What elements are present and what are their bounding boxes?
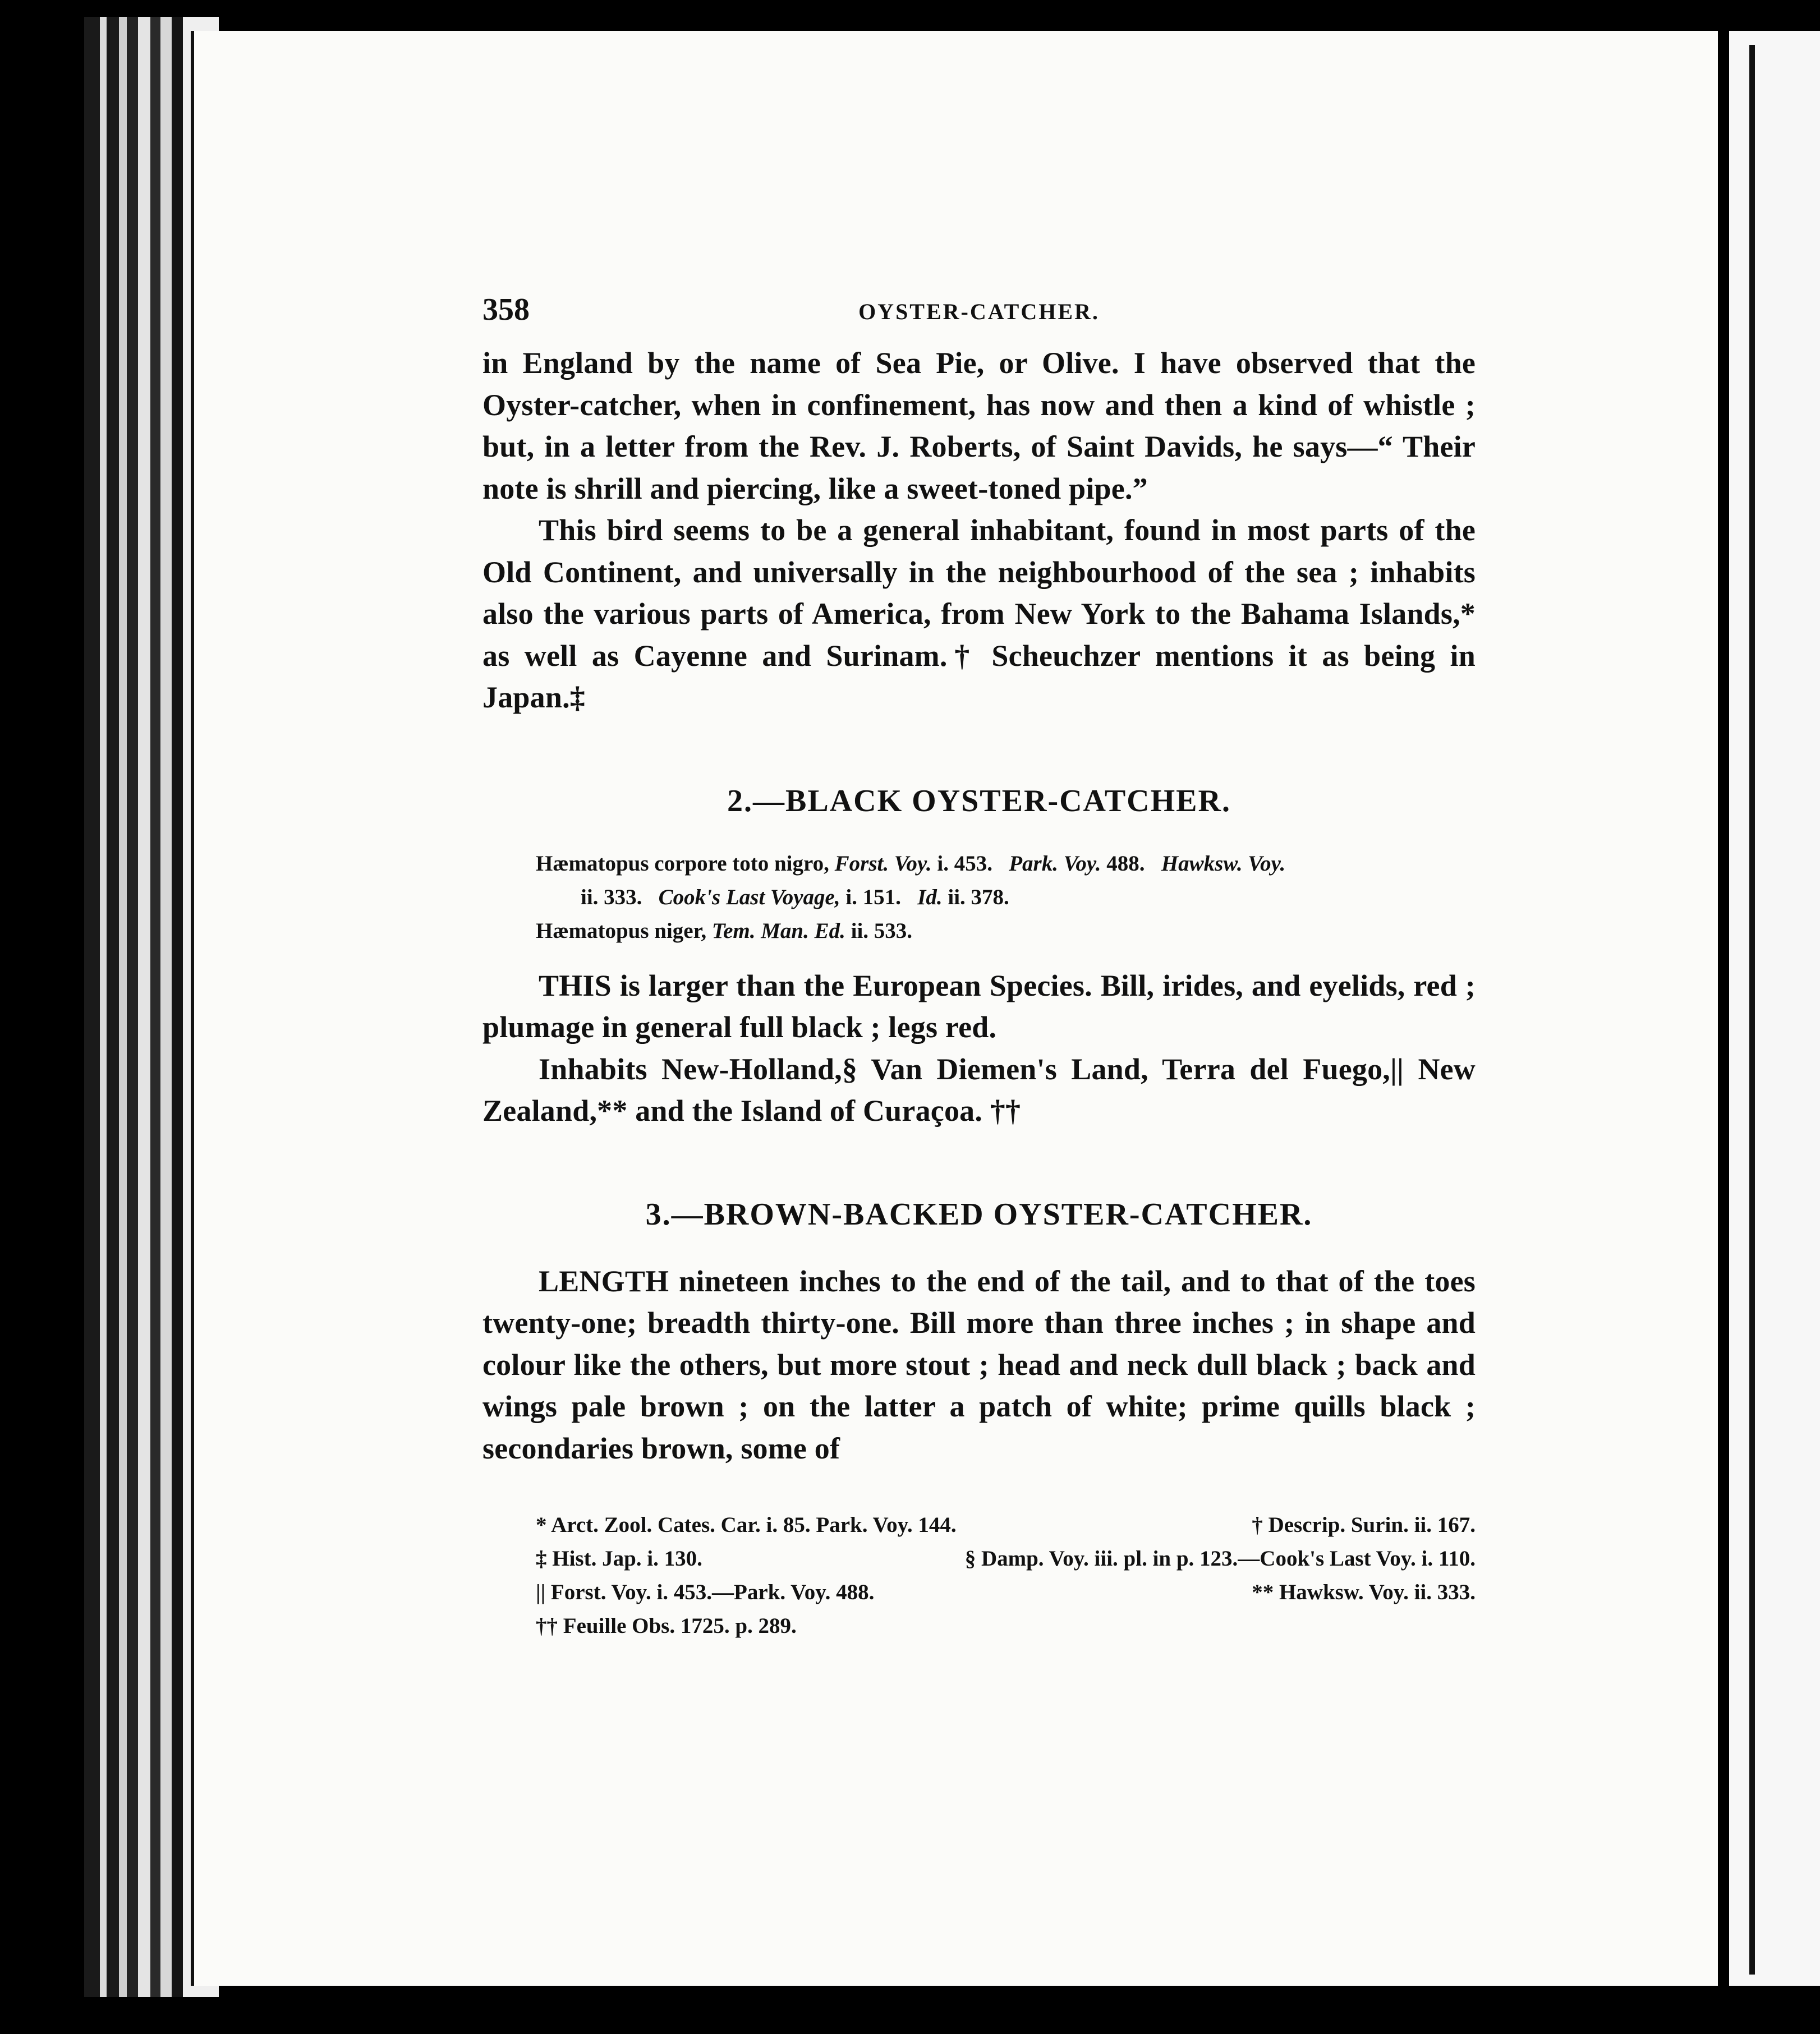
citation-title: Park. Voy. [1009, 851, 1101, 876]
footnote-row [536, 1542, 1476, 1576]
synonymy-block [536, 847, 1476, 948]
section2-paragraph-2: Inhabits New-Holland,§ Van Diemen's Land, Terra del Fuego,|| New Zealand,** and the Island of Curaçoa. †† [482, 1052, 1476, 1128]
citation-title: Forst. Voy. [834, 851, 932, 876]
facing-page-rule [1749, 45, 1755, 1975]
footnote: † Descrip. Surin. ii. 167. [1252, 1513, 1476, 1537]
citation-ref: ii. 378. [948, 885, 1009, 909]
section-heading-brown-backed-oyster-catcher: 3.—BROWN-BACKED OYSTER-CATCHER. [645, 1197, 1313, 1232]
citation-ref: i. 453. [937, 851, 992, 876]
footnote: ** Hawksw. Voy. ii. 333. [1252, 1580, 1476, 1604]
synonym-name: Hæmatopus niger, [536, 918, 707, 943]
footnote: * Arct. Zool. Cates. Car. i. 85. Park. Voy. 144. [536, 1513, 957, 1537]
section2-paragraph-1: THIS is larger than the European Species. Bill, irides, and eyelids, red ; plumage in general full black ; legs red. [482, 968, 1476, 1044]
footnote: †† Feuille Obs. 1725. p. 289. [536, 1614, 797, 1638]
footnote-row [536, 1508, 1476, 1542]
synonymy-line [536, 881, 1476, 914]
citation-ref: ii. 333. [581, 885, 642, 909]
synonymy-line [536, 847, 1476, 881]
intro-paragraph-2: This bird seems to be a general inhabitant, found in most parts of the Old Continent, and universally in the neighbourhood of the sea ; inhabits also the various parts of America, from New York to the Bahama Islands,* as well as Cayenne and Surinam.† Scheuchzer mentions it as being in Japan.‡ [482, 513, 1476, 714]
citation-ref: 488. [1106, 851, 1145, 876]
citation-title: Id. [917, 885, 943, 909]
section-heading-black-oyster-catcher: 2.—BLACK OYSTER-CATCHER. [727, 783, 1231, 818]
footnotes [482, 1508, 1476, 1643]
running-head [482, 292, 1476, 342]
citation-ref: ii. 533. [851, 918, 913, 943]
citation-title: Cook's Last Voyage, [658, 885, 840, 909]
citation-ref: i. 151. [845, 885, 901, 909]
footnote: § Damp. Voy. iii. pl. in p. 123.—Cook's Last Voy. i. 110. [964, 1547, 1476, 1571]
facing-page-edge [1729, 31, 1820, 1986]
footnote-row [536, 1609, 1476, 1643]
section3-paragraph-1: LENGTH nineteen inches to the end of the tail, and to that of the toes twenty-one; breadth thirty-one. Bill more than three inches ; in shape and colour like the others, but more stout ; head and neck dull black ; back and wings pale brown ; on the latter a patch of white; prime quills black ; secondaries brown, some of [482, 1264, 1476, 1465]
citation-title: Tem. Man. Ed. [711, 918, 845, 943]
footnote: || Forst. Voy. i. 453.—Park. Voy. 488. [536, 1580, 875, 1604]
intro-paragraph-1: in England by the name of Sea Pie, or Olive. I have observed that the Oyster-catcher, when in confinement, has now and then a kind of whistle ; but, in a letter from the Rev. J. Roberts, of Saint Davids, he says—“ Their note is shrill and piercing, like a sweet-toned pipe.” [482, 346, 1476, 505]
running-title: OYSTER-CATCHER. [858, 299, 1100, 324]
citation-title: Hawksw. Voy. [1161, 851, 1286, 876]
footnote: ‡ Hist. Jap. i. 130. [536, 1547, 702, 1571]
footnote-row [536, 1576, 1476, 1609]
page-number: 358 [482, 292, 530, 327]
synonym-name: Hæmatopus corpore toto nigro, [536, 851, 829, 876]
synonymy-line [536, 914, 1476, 948]
page-content [482, 292, 1476, 1643]
page-gutter [1718, 31, 1729, 1986]
